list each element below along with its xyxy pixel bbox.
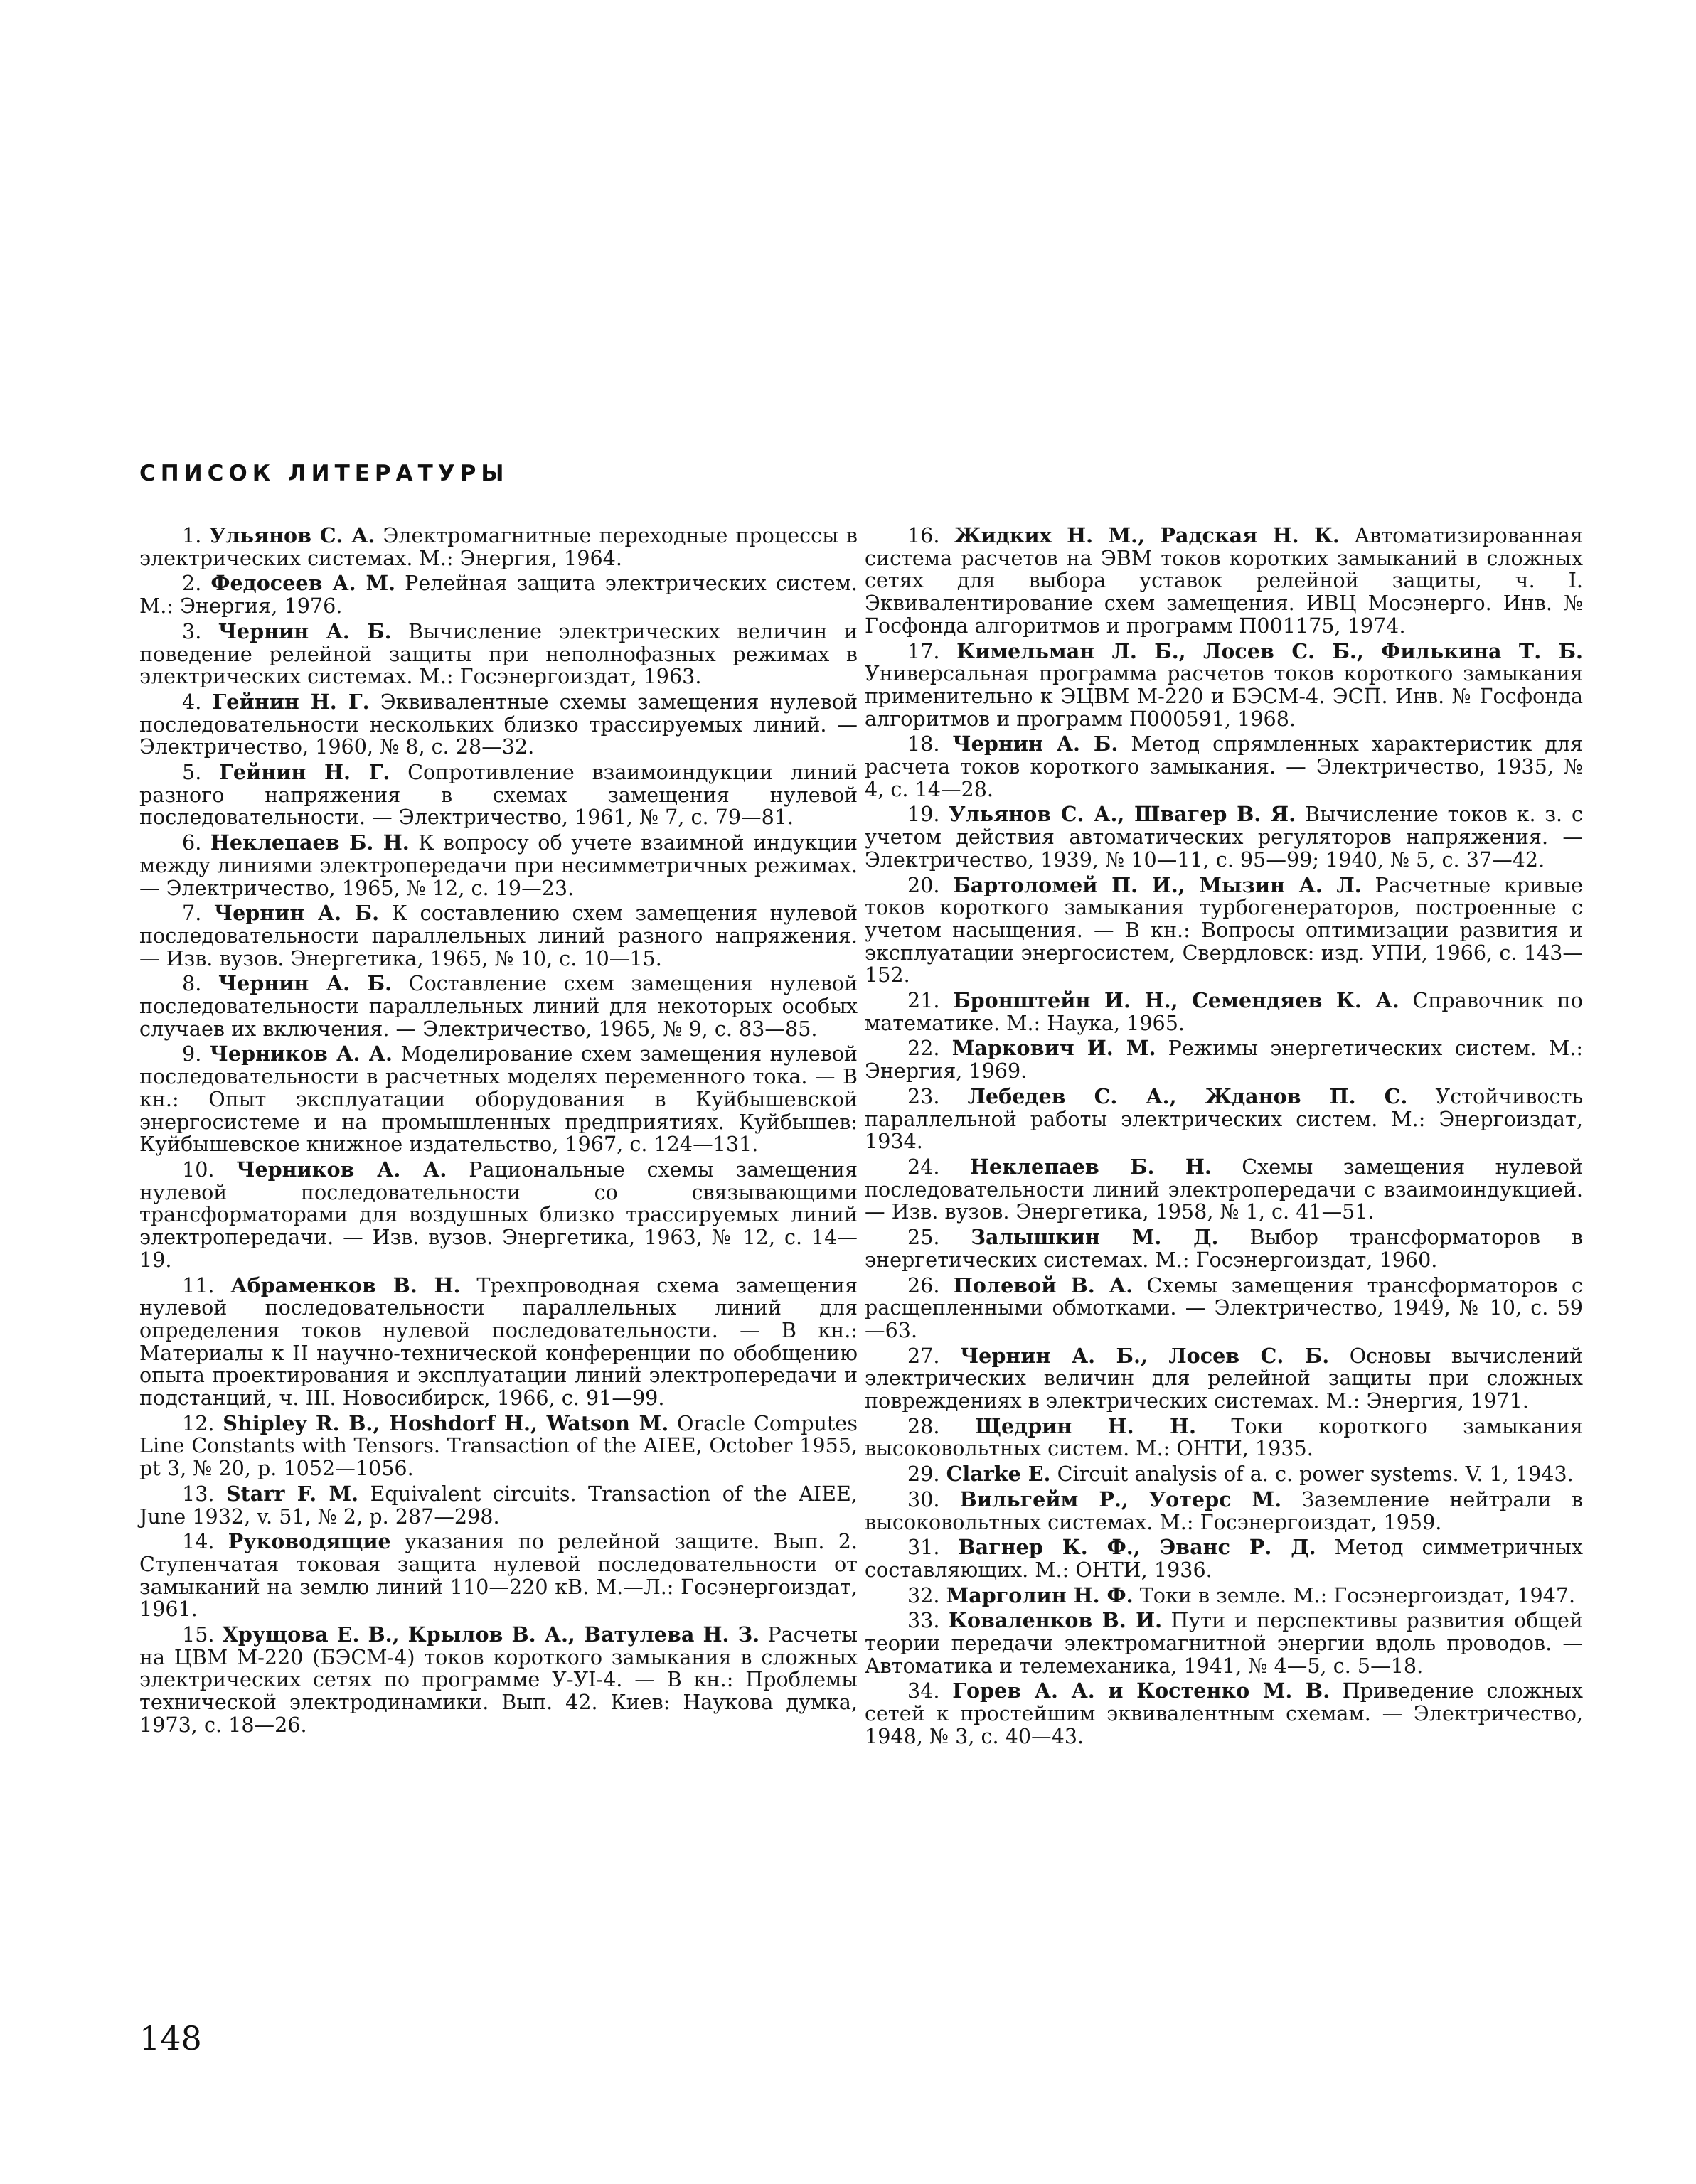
reference-authors: Starr F. M. bbox=[225, 1481, 359, 1506]
reference-entry bbox=[865, 990, 1583, 1034]
page-heading: СПИСОК ЛИТЕРАТУРЫ bbox=[139, 461, 509, 486]
reference-authors: Чернин А. Б., Лосев С. Б. bbox=[960, 1343, 1330, 1368]
reference-authors: Чернин А. Б. bbox=[213, 901, 380, 926]
reference-entry bbox=[865, 1489, 1583, 1533]
reference-authors: Кимельман Л. Б., Лосев С. Б., Филькина Т. Б. bbox=[956, 638, 1583, 663]
reference-authors: Shipley R. B., Hoshdorf H., Watson M. bbox=[223, 1410, 669, 1435]
reference-number: 27. bbox=[907, 1343, 940, 1368]
reference-number: 24. bbox=[907, 1154, 940, 1179]
reference-authors: Неклепаев Б. Н. bbox=[969, 1154, 1212, 1179]
reference-entry bbox=[139, 1531, 858, 1621]
reference-number: 21. bbox=[907, 988, 940, 1013]
reference-entry bbox=[865, 1536, 1583, 1581]
reference-entry bbox=[865, 1415, 1583, 1460]
reference-entry bbox=[865, 1156, 1583, 1224]
reference-entry bbox=[139, 1159, 858, 1272]
reference-text: Circuit analysis of a. c. power systems. V. 1, 1943. bbox=[1057, 1462, 1574, 1487]
reference-number: 6. bbox=[182, 830, 202, 855]
reference-number: 7. bbox=[182, 901, 202, 926]
reference-number: 12. bbox=[182, 1410, 215, 1435]
reference-text: Токи в земле. М.: Госэнергоиздат, 1947. bbox=[1139, 1583, 1576, 1607]
reference-number: 26. bbox=[907, 1273, 940, 1297]
reference-authors: Полевой В. А. bbox=[953, 1273, 1134, 1297]
reference-authors: Чернин А. Б. bbox=[218, 619, 392, 643]
reference-entry bbox=[865, 1463, 1583, 1486]
reference-text: Вычисление электрических величин и поведение релейной защиты при неполнофазных режимах в электрических системах. М.: Госэнергоиздат, 1963. bbox=[139, 619, 858, 689]
reference-text: Заземление нейтрали в высоковольтных системах. М.: Госэнергоиздат, 1959. bbox=[865, 1487, 1583, 1534]
reference-entry bbox=[139, 1410, 858, 1481]
reference-text: Приведение сложных сетей к простейшим эквивалентным схемам. — Электричество, 1948, № 3, с. 40—43. bbox=[865, 1679, 1583, 1748]
reference-text: Метод спрямленных характеристик для расчета токов короткого замыкания. — Электричество, 1935, № 4, с. 14—28. bbox=[865, 732, 1584, 801]
reference-entry bbox=[865, 525, 1583, 638]
reference-entry bbox=[139, 621, 858, 688]
reference-authors: Коваленков В. И. bbox=[948, 1608, 1163, 1633]
page-number: 148 bbox=[139, 2019, 202, 2057]
reference-authors: Горев А. А. и Костенко М. В. bbox=[952, 1679, 1330, 1703]
reference-authors: Бартоломей П. И., Мызин А. Л. bbox=[953, 872, 1362, 897]
reference-text: Релейная защита электрических систем. М.: Энергия, 1976. bbox=[139, 571, 858, 619]
reference-number: 25. bbox=[907, 1225, 940, 1250]
reference-number: 32. bbox=[907, 1583, 940, 1607]
reference-number: 8. bbox=[182, 971, 202, 996]
reference-entry bbox=[865, 1585, 1583, 1607]
reference-text: К вопросу об учете взаимной индукции между линиями электропередачи при несимметричных режимах. — Электричество, 1965, № 12, с. 19—23. bbox=[139, 830, 858, 900]
reference-number: 29. bbox=[907, 1462, 940, 1487]
reference-number: 10. bbox=[182, 1157, 215, 1182]
reference-text: Схемы замещения трансформаторов с расщепленными обмотками. — Электричество, 1949, № 10, с. 59—63. bbox=[865, 1273, 1583, 1342]
reference-authors: Ульянов С. А. bbox=[209, 523, 375, 547]
reference-text: Метод симметричных составляющих. М.: ОНТИ, 1936. bbox=[865, 1535, 1584, 1582]
reference-number: 4. bbox=[182, 689, 202, 714]
reference-text: Режимы энергетических систем. М.: Энергия, 1969. bbox=[865, 1036, 1583, 1083]
reference-text: Справочник по математике. М.: Наука, 1965. bbox=[865, 988, 1584, 1035]
reference-number: 17. bbox=[907, 638, 940, 663]
reference-text: Расчеты на ЦВМ М-220 (БЭСМ-4) токов короткого замыкания в сложных электрических сетях по программе У-УI-4. — В кн.: Проблемы технической электродинамики. Вып. 42. Киев: Наукова думка, 1973, с. 18—26. bbox=[139, 1622, 858, 1737]
reference-authors: Вильгейм Р., Уотерс М. bbox=[959, 1487, 1282, 1511]
reference-number: 30. bbox=[907, 1487, 940, 1511]
reference-entry bbox=[865, 733, 1583, 801]
reference-authors: Чернин А. Б. bbox=[952, 732, 1119, 756]
reference-authors: Чернин А. Б. bbox=[218, 971, 393, 996]
reference-entry bbox=[139, 1043, 858, 1156]
reference-entry bbox=[139, 1275, 858, 1410]
reference-text: указания по релейной защите. Вып. 2. Ступенчатая токовая защита нулевой последовательности от замыканий на землю линий 110—220 кВ. М.—Л.: Госэнергоиздат, 1961. bbox=[139, 1529, 858, 1622]
reference-text: Устойчивость параллельной работы электрических систем. М.: Энергоиздат, 1934. bbox=[865, 1083, 1583, 1154]
reference-authors: Гейнин Н. Г. bbox=[219, 760, 390, 785]
reference-entry bbox=[865, 1610, 1583, 1677]
reference-authors: Вагнер К. Ф., Эванс Р. Д. bbox=[958, 1535, 1316, 1560]
reference-authors: Руководящие bbox=[228, 1529, 391, 1554]
reference-authors: Бронштейн И. Н., Семендяев К. А. bbox=[953, 988, 1399, 1013]
reference-authors: Неклепаев Б. Н. bbox=[210, 830, 410, 855]
reference-number: 28. bbox=[907, 1413, 940, 1438]
reference-text: Моделирование схем замещения нулевой последовательности в расчетных моделях переменного тока. — В кн.: Опыт эксплуатации оборудования в Куйбышевской энергосистеме и на промышленных предприятиях. Куйбышев: Куйбышевское книжное издательство, 1967, с. 124—131. bbox=[139, 1042, 858, 1157]
reference-number: 9. bbox=[182, 1042, 202, 1066]
reference-text: Эквивалентные схемы замещения нулевой последовательности нескольких близко трассируемых линий. — Электричество, 1960, № 8, с. 28—32. bbox=[139, 689, 858, 759]
reference-text: Автоматизированная система расчетов на ЭВМ токов коротких замыканий в сложных сетях для выбора уставок релейной защиты, ч. I. Эквивалентирование схем замещения. ИВЦ Мосэнерго. Инв. № Госфонда алгоритмов и программ П001175, 1974. bbox=[865, 523, 1584, 638]
reference-number: 14. bbox=[182, 1529, 215, 1554]
reference-number: 22. bbox=[907, 1036, 940, 1061]
reference-number: 5. bbox=[182, 760, 202, 785]
references-left-column bbox=[139, 525, 858, 1740]
reference-entry bbox=[139, 832, 858, 899]
reference-authors: Щедрин Н. Н. bbox=[974, 1413, 1196, 1438]
reference-entry bbox=[865, 638, 1583, 731]
reference-text: Составление схем замещения нулевой последовательности параллельных линий для некоторых особых случаев их включения. — Электричество, 1965, № 9, с. 83—85. bbox=[139, 971, 858, 1041]
reference-text: Электромагнитные переходные процессы в электрических системах. М.: Энергия, 1964. bbox=[139, 523, 858, 570]
reference-authors: Clarke E. bbox=[946, 1462, 1051, 1487]
reference-number: 2. bbox=[182, 571, 202, 596]
reference-entry bbox=[139, 572, 858, 617]
reference-entry bbox=[139, 761, 858, 829]
reference-entry bbox=[865, 1275, 1583, 1342]
reference-entry bbox=[139, 902, 858, 970]
reference-text: К составлению схем замещения нулевой последовательности параллельных линий разного напряжения. — Изв. вузов. Энергетика, 1965, № 10, с. 10—15. bbox=[139, 901, 858, 970]
reference-entry bbox=[865, 1345, 1583, 1413]
reference-entry bbox=[139, 691, 858, 759]
reference-number: 19. bbox=[907, 802, 940, 827]
reference-entry bbox=[139, 973, 858, 1040]
reference-text: Oracle Computes Line Constants with Tensors. Transaction of the AIEE, October 1955, pt 3, № 20, p. 1052—1056. bbox=[139, 1410, 858, 1481]
reference-number: 3. bbox=[182, 619, 202, 643]
reference-text: Основы вычислений электрических величин для релейной защиты при сложных повреждениях в электрических системах. М.: Энергия, 1971. bbox=[865, 1343, 1583, 1413]
reference-entry bbox=[865, 803, 1583, 871]
reference-number: 33. bbox=[907, 1608, 940, 1633]
reference-number: 11. bbox=[182, 1273, 215, 1297]
reference-number: 18. bbox=[907, 732, 940, 756]
reference-authors: Хрущова Е. В., Крылов В. А., Ватулева Н. З. bbox=[222, 1622, 760, 1647]
references-right-column bbox=[865, 525, 1583, 1751]
reference-entry bbox=[865, 1226, 1583, 1271]
reference-authors: Жидких Н. М., Радская Н. К. bbox=[954, 523, 1340, 547]
reference-entry bbox=[139, 1624, 858, 1737]
reference-entry bbox=[865, 1037, 1583, 1082]
reference-number: 1. bbox=[182, 523, 202, 547]
reference-entry bbox=[139, 525, 858, 569]
reference-authors: Черников А. А. bbox=[236, 1157, 447, 1182]
reference-number: 31. bbox=[907, 1535, 940, 1560]
reference-number: 23. bbox=[907, 1083, 940, 1108]
reference-text: Универсальная программа расчетов токов короткого замыкания применительно к ЭЦВМ М-220 и БЭСМ-4. ЭСП. Инв. № Госфонда алгоритмов и программ П000591, 1968. bbox=[865, 661, 1583, 731]
reference-number: 34. bbox=[907, 1679, 940, 1703]
reference-authors: Федосеев А. М. bbox=[210, 571, 396, 596]
reference-authors: Гейнин Н. Г. bbox=[212, 689, 370, 714]
reference-text: Расчетные кривые токов короткого замыкания турбогенераторов, построенные с учетом насыщения. — В кн.: Вопросы оптимизации развития и эксплуатации энергосистем, Свердловск: изд. УПИ, 1966, с. 143—152. bbox=[865, 872, 1583, 987]
reference-authors: Марголин Н. Ф. bbox=[946, 1583, 1134, 1607]
reference-number: 20. bbox=[907, 872, 940, 897]
reference-authors: Залышкин М. Д. bbox=[971, 1225, 1219, 1250]
reference-text: Сопротивление взаимоиндукции линий разного напряжения в схемах замещения нулевой последовательности. — Электричество, 1961, № 7, с. 79—81. bbox=[139, 760, 858, 830]
reference-entry bbox=[865, 1680, 1583, 1747]
reference-text: Схемы замещения нулевой последовательности линий электропередачи с взаимоиндукцией. — Изв. вузов. Энергетика, 1958, № 1, с. 41—51. bbox=[865, 1154, 1584, 1224]
reference-text: Токи короткого замыкания высоковольтных систем. М.: ОНТИ, 1935. bbox=[865, 1413, 1584, 1461]
reference-authors: Абраменков В. Н. bbox=[230, 1273, 461, 1297]
reference-authors: Ульянов С. А., Швагер В. Я. bbox=[949, 802, 1296, 827]
reference-entry bbox=[139, 1483, 858, 1528]
reference-text: Рациональные схемы замещения нулевой последовательности со связывающими трансформаторами для воздушных близко трассируемых линий электропередачи. — Изв. вузов. Энергетика, 1963, № 12, с. 14—19. bbox=[139, 1157, 858, 1272]
reference-entry bbox=[865, 874, 1583, 987]
reference-authors: Маркович И. М. bbox=[951, 1036, 1156, 1061]
reference-text: Equivalent circuits. Transaction of the AIEE, June 1932, v. 51, № 2, p. 287—298. bbox=[139, 1481, 858, 1529]
reference-number: 13. bbox=[182, 1481, 215, 1506]
reference-number: 16. bbox=[907, 523, 940, 547]
reference-entry bbox=[865, 1083, 1583, 1154]
reference-text: Вычисление токов к. з. с учетом действия автоматических регуляторов напряжения. — Электричество, 1939, № 10—11, с. 95—99; 1940, № 5, с. 37—42. bbox=[865, 802, 1583, 872]
reference-text: Пути и перспективы развития общей теории передачи электромагнитной энергии вдоль проводов. — Автоматика и телемеханика, 1941, № 4—5, с. 5—18. bbox=[865, 1608, 1583, 1678]
reference-authors: Черников А. А. bbox=[209, 1042, 393, 1066]
reference-text: Выбор трансформаторов в энергетических системах. М.: Госэнергоиздат, 1960. bbox=[865, 1225, 1583, 1272]
reference-text: Трехпроводная схема замещения нулевой последовательности параллельных линий для определения токов нулевой последовательности. — В кн.: Материалы к II научно-технической конференции по обобщению опыта проектирования и эксплуатации линий электропередачи и подстанций, ч. III. Новосибирск, 1966, с. 91—99. bbox=[139, 1273, 858, 1410]
reference-number: 15. bbox=[182, 1622, 215, 1647]
reference-authors: Лебедев С. А., Жданов П. С. bbox=[967, 1083, 1408, 1108]
